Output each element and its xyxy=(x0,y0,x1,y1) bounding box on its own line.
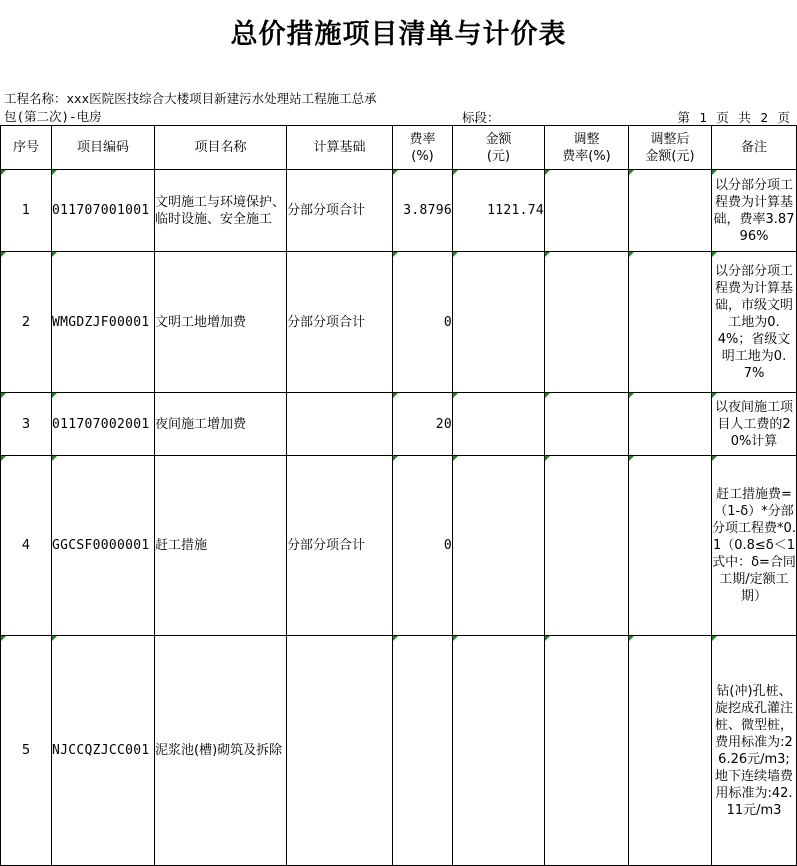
header-code: 项目编码 xyxy=(52,126,155,170)
cell-basis xyxy=(287,636,393,866)
cell-remark: 以分部分项工程费为计算基础，费率3.8796% xyxy=(712,170,797,252)
header-amount-line2: (元) xyxy=(486,148,511,164)
cell-basis xyxy=(287,393,393,456)
cell-rate: 3.8796 xyxy=(393,170,453,252)
cell-rate: 0 xyxy=(393,252,453,393)
measures-table xyxy=(0,125,797,866)
header-remark: 备注 xyxy=(712,126,797,170)
header-rate xyxy=(393,126,453,170)
cell-seq: 5 xyxy=(1,636,52,866)
cell-adj-amount xyxy=(629,170,712,252)
cell-seq: 1 xyxy=(1,170,52,252)
cell-adj-amount xyxy=(629,252,712,393)
cell-seq: 4 xyxy=(1,456,52,636)
header-name: 项目名称 xyxy=(155,126,287,170)
cell-rate xyxy=(393,636,453,866)
header-seq: 序号 xyxy=(1,126,52,170)
table-row xyxy=(1,636,797,866)
cell-remark: 赶工措施费=（1-δ）*分部分项工程费*0.1（0.8≤δ＜1 式中：δ=合同工期/定额工期） xyxy=(712,456,797,636)
cell-basis: 分部分项合计 xyxy=(287,170,393,252)
header-row xyxy=(1,126,797,170)
header-adj-rate-line2: 费率(%) xyxy=(562,148,611,164)
cell-rate: 20 xyxy=(393,393,453,456)
cell-amount xyxy=(453,456,545,636)
cell-rate: 0 xyxy=(393,456,453,636)
header-adj-amount-line2: 金额(元) xyxy=(645,148,695,164)
header-rate-line2: (%) xyxy=(411,148,434,164)
cell-remark: 以夜间施工项目人工费的20%计算 xyxy=(712,393,797,456)
cell-seq: 3 xyxy=(1,393,52,456)
project-name-line1: xxx医院医技综合大楼项目新建污水处理站工程施工总承 xyxy=(66,91,377,106)
cell-name: 文明工地增加费 xyxy=(155,252,287,393)
cell-seq: 2 xyxy=(1,252,52,393)
cell-adj-rate xyxy=(545,252,629,393)
cell-basis: 分部分项合计 xyxy=(287,456,393,636)
cell-code: GGCSF0000001 xyxy=(52,456,155,636)
cell-code: WMGDZJF00001 xyxy=(52,252,155,393)
cell-adj-rate xyxy=(545,636,629,866)
header-amount xyxy=(453,126,545,170)
cell-code: 011707002001 xyxy=(52,393,155,456)
cell-adj-amount xyxy=(629,393,712,456)
cell-amount xyxy=(453,393,545,456)
table-row xyxy=(1,393,797,456)
cell-name: 泥浆池(槽)砌筑及拆除 xyxy=(155,636,287,866)
section-label: 标段： xyxy=(462,110,500,125)
header-adj-amount-line1: 调整后 xyxy=(650,131,690,147)
cell-adj-rate xyxy=(545,393,629,456)
table-row xyxy=(1,456,797,636)
header-adj-rate xyxy=(545,126,629,170)
table-row xyxy=(1,252,797,393)
cell-code: NJCCQZJCC001 xyxy=(52,636,155,866)
cell-adj-amount xyxy=(629,456,712,636)
cell-name: 赶工措施 xyxy=(155,456,287,636)
table-row xyxy=(1,170,797,252)
cell-adj-amount xyxy=(629,636,712,866)
cell-remark: 以分部分项工程费为计算基础，市级文明工地为0.4%；省级文明工地为0.7% xyxy=(712,252,797,393)
cell-adj-rate xyxy=(545,170,629,252)
cell-name: 文明施工与环境保护、临时设施、安全施工 xyxy=(155,170,287,252)
header-amount-line1: 金额 xyxy=(485,131,512,147)
page-title: 总价措施项目清单与计价表 xyxy=(230,19,567,50)
header-rate-line1: 费率 xyxy=(409,131,436,147)
cell-code: 011707001001 xyxy=(52,170,155,252)
cell-name: 夜间施工增加费 xyxy=(155,393,287,456)
cell-adj-rate xyxy=(545,456,629,636)
project-name-line2: 包(第二次)-电房 xyxy=(4,109,102,124)
header-basis: 计算基础 xyxy=(287,126,393,170)
cell-basis: 分部分项合计 xyxy=(287,252,393,393)
project-label: 工程名称： xyxy=(4,91,67,106)
page-info: 第 1 页 共 2 页 xyxy=(677,110,791,125)
cell-amount xyxy=(453,636,545,866)
cell-amount: 1121.74 xyxy=(453,170,545,252)
cell-remark: 钻(冲)孔桩、旋挖成孔灌注桩、微型桩，费用标准为:26.26元/m3;地下连续墙费用标准为:42.11元/m3 xyxy=(712,636,797,866)
header-adj-rate-line1: 调整 xyxy=(573,131,600,147)
cell-amount xyxy=(453,252,545,393)
project-info xyxy=(4,90,377,124)
header-adj-amount xyxy=(629,126,712,170)
